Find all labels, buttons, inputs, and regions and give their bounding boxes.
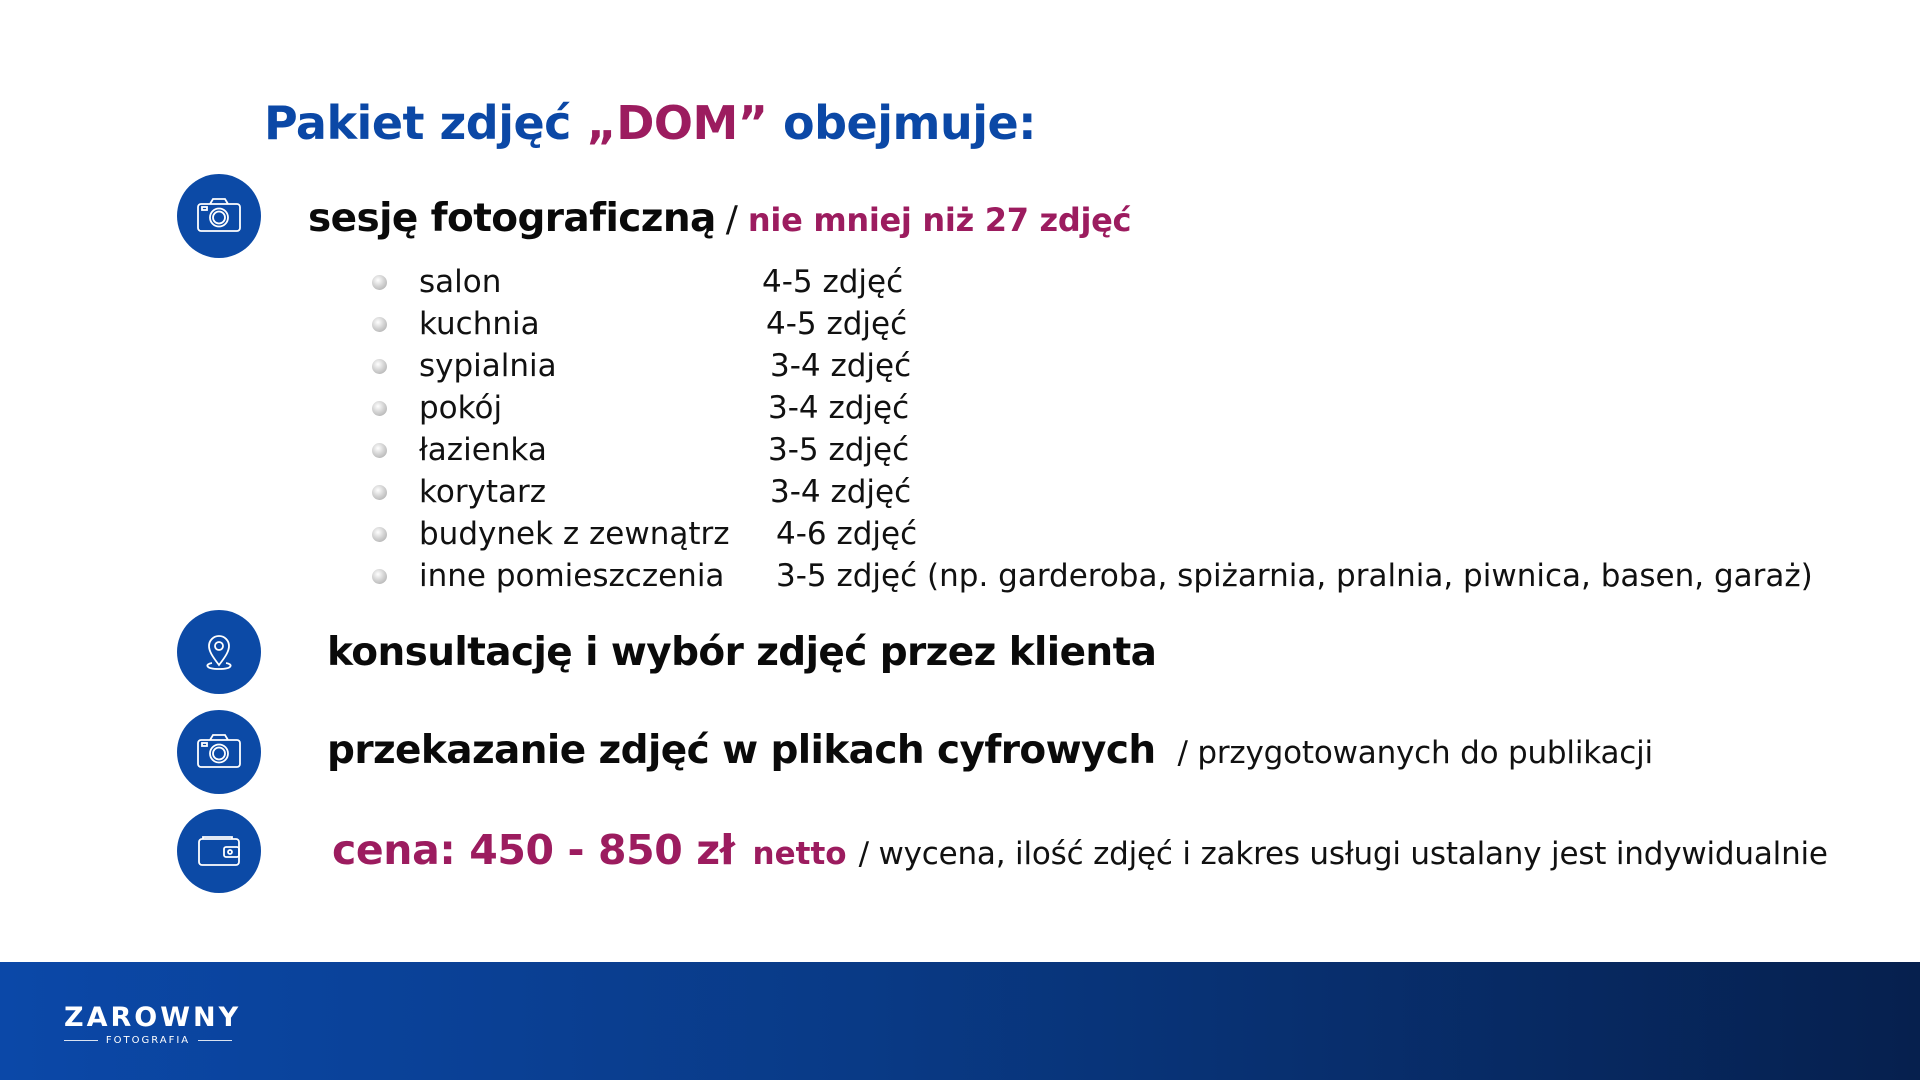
- room-count: 3-4 zdjęć: [770, 474, 912, 510]
- room-name: sypialnia: [419, 348, 557, 384]
- camera-icon: [194, 191, 244, 241]
- bullet-icon: [372, 401, 387, 416]
- title-part1: Pakiet zdjęć: [263, 96, 587, 150]
- room-count: 3-4 zdjęć: [768, 390, 910, 426]
- bullet-icon: [372, 443, 387, 458]
- logo-sub: FOTOGRAFIA: [105, 1035, 191, 1046]
- session-title: sesję fotograficzną: [308, 196, 716, 241]
- location-pin-icon: [194, 627, 244, 677]
- consultation-pin-icon-badge: [177, 610, 261, 694]
- room-count: 3-4 zdjęć: [770, 348, 912, 384]
- delivery-note: / przygotowanych do publikacji: [1177, 735, 1653, 771]
- delivery-camera-icon-badge: [177, 710, 261, 794]
- bullet-icon: [372, 527, 387, 542]
- logo-sub-row: [64, 1035, 232, 1046]
- room-count: 4-6 zdjęć: [776, 516, 918, 552]
- room-count: 4-5 zdjęć: [762, 264, 904, 300]
- room-count: 3-5 zdjęć: [768, 432, 910, 468]
- bullet-icon: [372, 275, 387, 290]
- room-name: korytarz: [419, 474, 547, 510]
- room-name: budynek z zewnątrz: [419, 516, 730, 552]
- room-name: łazienka: [419, 432, 547, 468]
- title-accent: „DOM”: [586, 96, 768, 150]
- footer-bar: [0, 962, 1920, 1080]
- session-camera-icon-badge: [177, 174, 261, 258]
- price-netto: netto: [752, 836, 847, 872]
- room-count: 3-5 zdjęć (np. garderoba, spiżarnia, pralnia, piwnica, basen, garaż): [776, 558, 1813, 594]
- bullet-icon: [372, 317, 387, 332]
- logo-divider-left: [64, 1040, 98, 1041]
- price-wallet-icon-badge: [177, 809, 261, 893]
- bullet-icon: [372, 485, 387, 500]
- price-label: cena: 450 - 850 zł: [332, 826, 735, 874]
- room-name: kuchnia: [419, 306, 540, 342]
- title-part2: obejmuje:: [767, 96, 1037, 150]
- room-name: salon: [419, 264, 502, 300]
- session-note: nie mniej niż 27 zdjęć: [747, 201, 1132, 239]
- session-heading: [308, 196, 1131, 241]
- logo-divider-right: [198, 1040, 232, 1041]
- camera-icon: [194, 727, 244, 777]
- delivery-heading: [327, 728, 1653, 773]
- consultation-title: konsultację i wybór zdjęć przez klienta: [327, 630, 1157, 675]
- bullet-icon: [372, 569, 387, 584]
- logo-name: ZAROWNY: [64, 1002, 242, 1033]
- session-separator: /: [725, 199, 738, 240]
- price-note: / wycena, ilość zdjęć i zakres usługi ustalany jest indywidualnie: [858, 836, 1828, 872]
- room-name: pokój: [419, 390, 503, 426]
- room-name: inne pomieszczenia: [419, 558, 725, 594]
- page-title: [0, 96, 1300, 150]
- bullet-icon: [372, 359, 387, 374]
- delivery-title: przekazanie zdjęć w plikach cyfrowych: [327, 728, 1156, 773]
- consultation-heading: [327, 630, 1156, 675]
- wallet-icon: [194, 826, 244, 876]
- price-heading: [332, 826, 1828, 874]
- room-count: 4-5 zdjęć: [766, 306, 908, 342]
- brand-logo: [64, 1002, 242, 1046]
